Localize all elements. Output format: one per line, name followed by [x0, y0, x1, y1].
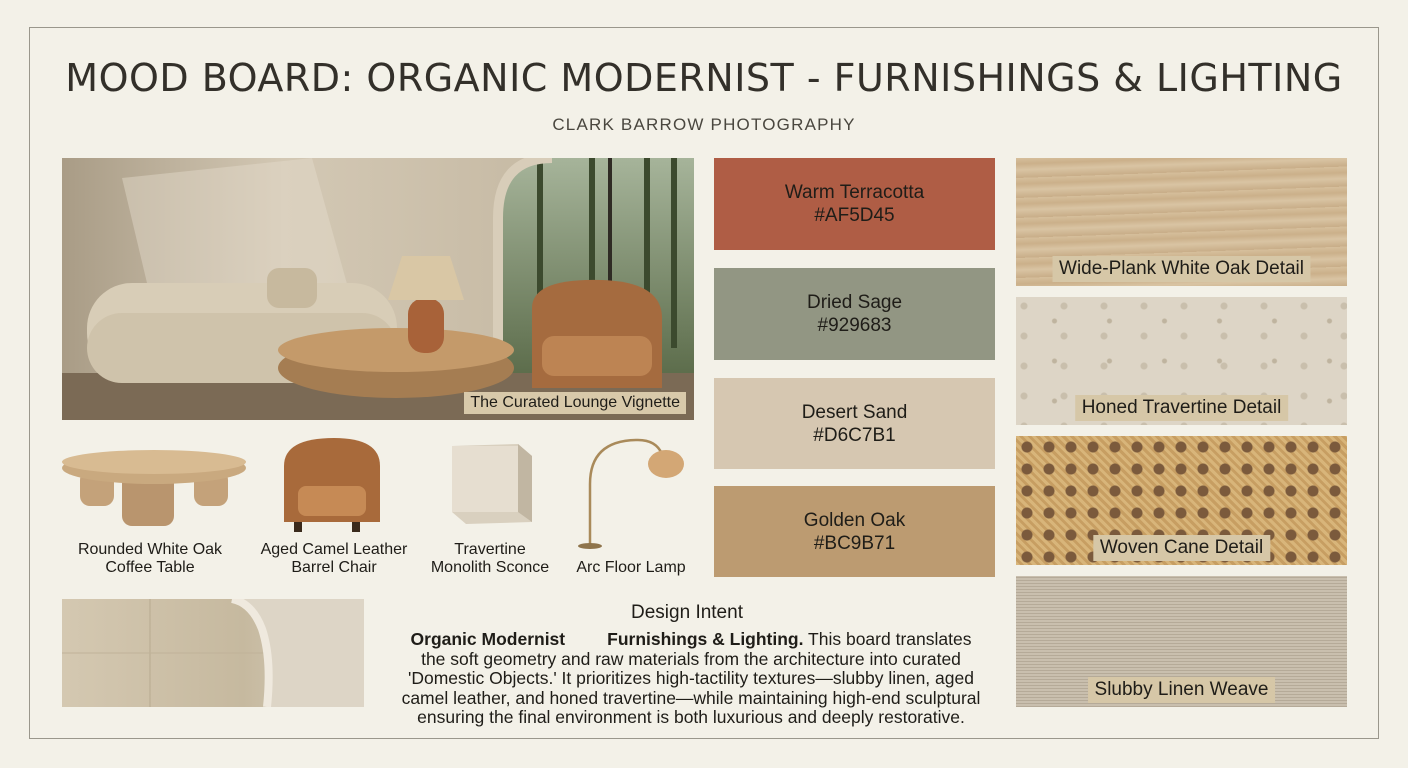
product-coffee-table-label: Rounded White Oak Coffee Table	[77, 541, 223, 576]
design-intent-body: Organic Modernist Furnishings & Lighting. This board translates the soft geometry and raw materials from the architecture into curated 'Domestic Objects.' It prioritizes high-tactility textures—slubby linen, aged camel leather, and honed travertine—while maintaining high-end sculptural ensuring the final environment is both luxurious and deeply restorative.	[401, 629, 981, 727]
arc-lamp-illustration	[576, 434, 688, 550]
texture-woven-cane-label: Woven Cane Detail	[1093, 535, 1270, 561]
page-subtitle: CLARK BARROW PHOTOGRAPHY	[552, 115, 856, 134]
page-title: MOOD BOARD: ORGANIC MODERNIST - FURNISHINGS & LIGHTING	[65, 56, 1343, 100]
product-arc-lamp-label: Arc Floor Lamp	[576, 559, 686, 576]
swatch-dried-sage: Dried Sage #929683	[714, 268, 995, 360]
texture-linen	[1016, 576, 1347, 707]
product-barrel-chair-label: Aged Camel Leather Barrel Chair	[260, 541, 408, 576]
design-intent-title: Design Intent	[631, 602, 743, 623]
texture-white-oak-label: Wide-Plank White Oak Detail	[1052, 256, 1311, 282]
texture-linen-label: Slubby Linen Weave	[1088, 677, 1276, 703]
hero-label: The Curated Lounge Vignette	[464, 392, 686, 414]
coffee-table-illustration	[60, 438, 250, 530]
travertine-sconce-illustration	[448, 442, 534, 526]
lounge-illustration	[62, 158, 694, 420]
swatch-desert-sand: Desert Sand #D6C7B1	[714, 378, 995, 469]
travertine-arch-photo	[62, 599, 364, 707]
texture-white-oak	[1016, 158, 1347, 286]
product-sconce-label: Travertine Monolith Sconce	[430, 541, 550, 576]
swatch-warm-terracotta: Warm Terracotta #AF5D45	[714, 158, 995, 250]
texture-travertine	[1016, 297, 1347, 425]
swatch-golden-oak: Golden Oak #BC9B71	[714, 486, 995, 577]
hero-photo	[62, 158, 694, 420]
texture-woven-cane	[1016, 436, 1347, 565]
barrel-chair-illustration	[284, 436, 384, 532]
arch-illustration	[62, 599, 364, 707]
texture-travertine-label: Honed Travertine Detail	[1075, 395, 1289, 421]
